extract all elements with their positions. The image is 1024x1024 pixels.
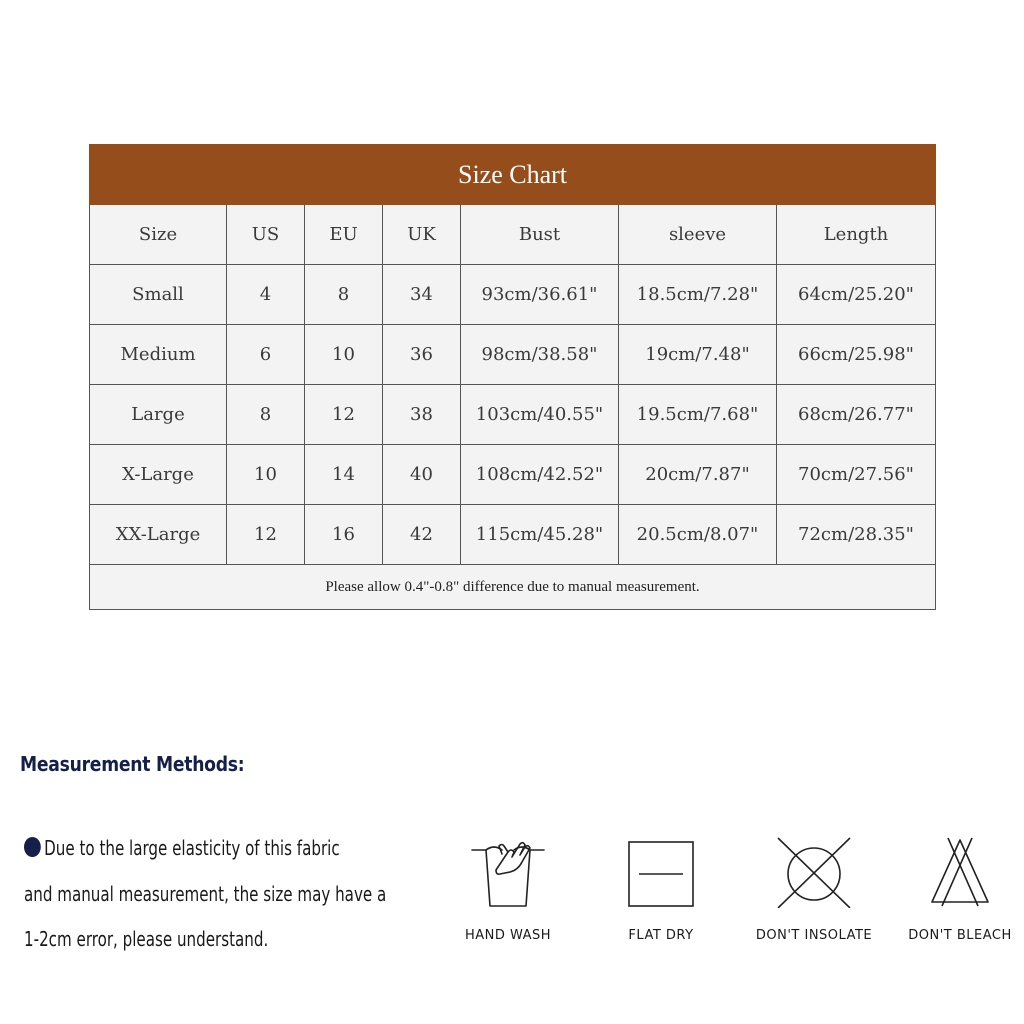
- cell-length: 64cm/25.20": [777, 265, 936, 325]
- cell-bust: 98cm/38.58": [461, 325, 619, 385]
- dont-insolate-icon: [774, 830, 854, 908]
- cell-length: 68cm/26.77": [777, 385, 936, 445]
- measurement-note: Please allow 0.4"-0.8" difference due to manual measurement.: [90, 565, 936, 610]
- cell-us: 10: [227, 445, 305, 505]
- table-row: [90, 505, 936, 565]
- measurement-line: [24, 826, 394, 872]
- cell-uk: 42: [383, 505, 461, 565]
- cell-length: 66cm/25.98": [777, 325, 936, 385]
- header-sleeve: sleeve: [619, 205, 777, 265]
- cell-bust: 115cm/45.28": [461, 505, 619, 565]
- cell-bust: 93cm/36.61": [461, 265, 619, 325]
- cell-sleeve: 20.5cm/8.07": [619, 505, 777, 565]
- cell-size: Large: [90, 385, 227, 445]
- care-label: FLAT DRY: [628, 928, 694, 943]
- cell-uk: 40: [383, 445, 461, 505]
- measurement-line: 1-2cm error, please understand.: [24, 927, 269, 951]
- cell-length: 72cm/28.35": [777, 505, 936, 565]
- header-eu: EU: [305, 205, 383, 265]
- care-item-hand-wash: [448, 830, 568, 943]
- care-label: DON'T INSOLATE: [755, 928, 873, 943]
- care-item-dont-bleach: [900, 830, 1020, 943]
- hand-wash-icon: [468, 830, 548, 908]
- cell-size: Small: [90, 265, 227, 325]
- cell-bust: 103cm/40.55": [461, 385, 619, 445]
- cell-size: Medium: [90, 325, 227, 385]
- cell-uk: 34: [383, 265, 461, 325]
- size-chart-header-row: [90, 205, 936, 265]
- care-item-dont-insolate: [754, 830, 874, 943]
- cell-sleeve: 18.5cm/7.28": [619, 265, 777, 325]
- header-size: Size: [90, 205, 227, 265]
- cell-length: 70cm/27.56": [777, 445, 936, 505]
- cell-us: 4: [227, 265, 305, 325]
- cell-uk: 36: [383, 325, 461, 385]
- cell-size: XX-Large: [90, 505, 227, 565]
- cell-eu: 14: [305, 445, 383, 505]
- cell-uk: 38: [383, 385, 461, 445]
- care-label: HAND WASH: [464, 928, 552, 943]
- table-row: [90, 325, 936, 385]
- measurement-line-text: Due to the large elasticity of this fabric: [44, 836, 340, 860]
- header-bust: Bust: [461, 205, 619, 265]
- cell-us: 6: [227, 325, 305, 385]
- care-label: DON'T BLEACH: [908, 928, 1012, 943]
- cell-us: 8: [227, 385, 305, 445]
- cell-sleeve: 19cm/7.48": [619, 325, 777, 385]
- header-us: US: [227, 205, 305, 265]
- table-row: [90, 265, 936, 325]
- header-uk: UK: [383, 205, 461, 265]
- cell-sleeve: 20cm/7.87": [619, 445, 777, 505]
- size-chart-title: Size Chart: [90, 145, 936, 205]
- table-row: [90, 385, 936, 445]
- cell-eu: 12: [305, 385, 383, 445]
- cell-eu: 8: [305, 265, 383, 325]
- dont-bleach-icon: [920, 830, 1000, 908]
- cell-us: 12: [227, 505, 305, 565]
- measurement-methods-title: Measurement Methods:: [20, 752, 245, 776]
- size-chart-table: [89, 144, 936, 610]
- table-row: [90, 445, 936, 505]
- care-item-flat-dry: [601, 830, 721, 943]
- cell-eu: 16: [305, 505, 383, 565]
- cell-size: X-Large: [90, 445, 227, 505]
- measurement-line: and manual measurement, the size may have a: [24, 881, 387, 906]
- cell-bust: 108cm/42.52": [461, 445, 619, 505]
- flat-dry-icon: [621, 830, 701, 908]
- bullet-dot-icon: [24, 837, 41, 857]
- cell-eu: 10: [305, 325, 383, 385]
- measurement-methods-text: [24, 826, 464, 963]
- header-length: Length: [777, 205, 936, 265]
- cell-sleeve: 19.5cm/7.68": [619, 385, 777, 445]
